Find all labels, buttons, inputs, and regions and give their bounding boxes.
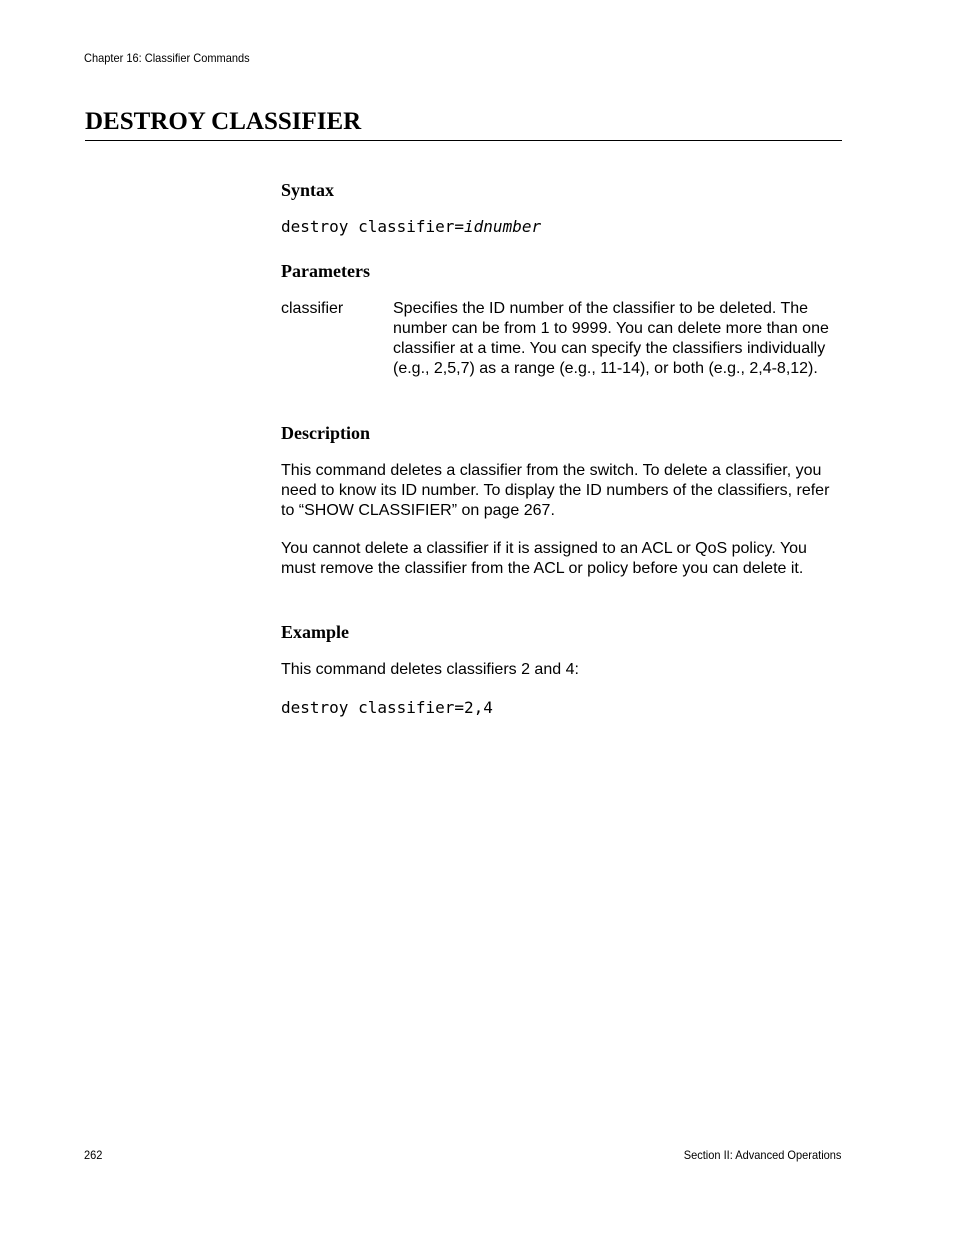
example-heading: Example [281,622,350,642]
syntax-heading: Syntax [281,180,335,200]
running-header: Chapter 16: Classifier Commands [84,51,250,65]
footer-page-number: 262 [84,1148,103,1162]
parameter-description: Specifies the ID number of the classifier to be deleted. The number can be from 1 to 9999. You can delete more than one classifier at a time. You can specify the classifiers individually (e.g., 2,5,7) as a range (e.g., 11-14), or both (e.g., 2,4-8,12). [393,300,829,377]
description-heading: Description [281,423,370,443]
example-command: destroy classifier=2,4 [281,698,493,717]
title-rule [85,140,842,141]
description-paragraph-2: You cannot delete a classifier if it is assigned to an ACL or QoS policy. You must remove the classifier from the ACL or policy before you can delete it. [281,540,807,577]
description-paragraph-1: This command deletes a classifier from the switch. To delete a classifier, you need to know its ID number. To display the ID numbers of the classifiers, refer to “SHOW CLASSIFIER” on page 267. [281,462,830,519]
parameters-heading: Parameters [281,261,370,281]
example-intro: This command deletes classifiers 2 and 4: [281,661,579,678]
footer-section: Section II: Advanced Operations [683,1148,841,1162]
parameter-row [281,299,846,401]
parameter-name: classifier [281,300,344,317]
page-title: DESTROY CLASSIFIER [85,108,362,135]
syntax-command [281,217,541,237]
syntax-command-prefix: destroy classifier= [281,217,465,236]
syntax-command-param: idnumber [464,217,542,236]
